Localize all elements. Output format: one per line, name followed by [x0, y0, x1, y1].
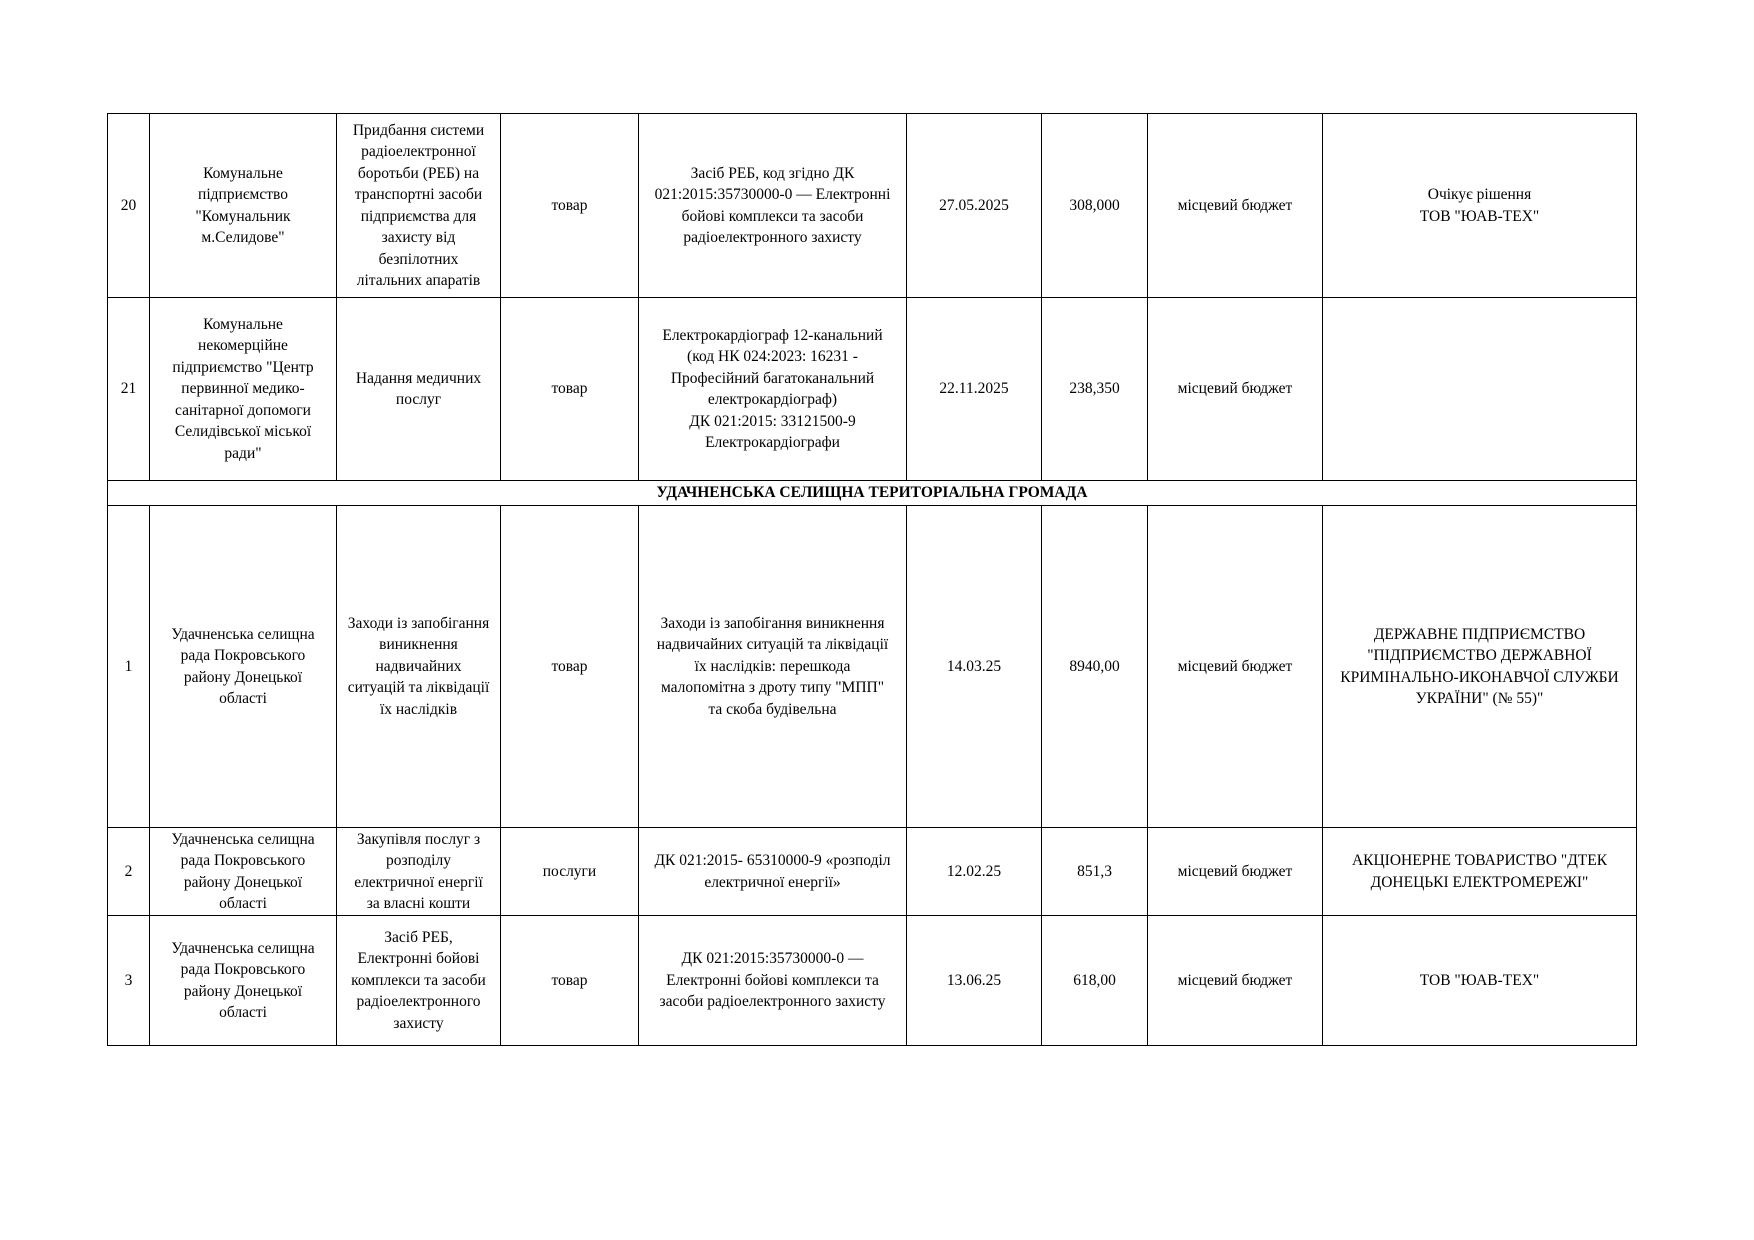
purpose-cell: Засіб РЕБ, Електронні бойові комплекси та засоби радіоелектронного захисту — [337, 916, 501, 1046]
organization-cell: Удачненська селищна рада Покровського району Донецької області — [150, 916, 337, 1046]
purpose-cell: Заходи із запобігання виникнення надвичайних ситуацій та ліквідації їх наслідків — [337, 506, 501, 828]
funding-source-cell: місцевий бюджет — [1148, 828, 1323, 916]
supplier-cell: ТОВ "ЮАВ-ТЕХ" — [1323, 916, 1637, 1046]
funding-source-cell: місцевий бюджет — [1148, 298, 1323, 481]
date-cell: 13.06.25 — [907, 916, 1042, 1046]
row-number: 20 — [108, 114, 150, 298]
section-title: УДАЧНЕНСЬКА СЕЛИЩНА ТЕРИТОРІАЛЬНА ГРОМАДА — [108, 481, 1637, 506]
purpose-cell: Надання медичних послуг — [337, 298, 501, 481]
table-row — [108, 916, 1637, 1046]
row-number: 1 — [108, 506, 150, 828]
purpose-cell: Закупівля послуг з розподілу електричної енергії за власні кошти — [337, 828, 501, 916]
funding-source-cell: місцевий бюджет — [1148, 916, 1323, 1046]
section-header-row — [108, 481, 1637, 506]
amount-cell: 8940,00 — [1042, 506, 1148, 828]
row-number: 2 — [108, 828, 150, 916]
supplier-cell: АКЦІОНЕРНЕ ТОВАРИСТВО "ДТЕК ДОНЕЦЬКІ ЕЛЕКТРОМЕРЕЖІ" — [1323, 828, 1637, 916]
subject-cell: ДК 021:2015:35730000-0 — Електронні бойові комплекси та засоби радіоелектронного захисту — [639, 916, 907, 1046]
funding-source-cell: місцевий бюджет — [1148, 114, 1323, 298]
amount-cell: 238,350 — [1042, 298, 1148, 481]
subject-cell: Електрокардіограф 12-канальний (код НК 024:2023: 16231 - Професійний багатоканальний електрокардіограф) ДК 021:2015: 33121500-9 Електрокардіографи — [639, 298, 907, 481]
organization-cell: Удачненська селищна рада Покровського району Донецької області — [150, 828, 337, 916]
amount-cell: 851,3 — [1042, 828, 1148, 916]
row-number: 3 — [108, 916, 150, 1046]
subject-cell: ДК 021:2015- 65310000-9 «розподіл електричної енергії» — [639, 828, 907, 916]
purpose-cell: Придбання системи радіоелектронної боротьби (РЕБ) на транспортні засоби підприємства для захисту від безпілотних літальних апаратів — [337, 114, 501, 298]
supplier-cell: Очікує рішення ТОВ "ЮАВ-ТЕХ" — [1323, 114, 1637, 298]
organization-cell: Комунальне некомерційне підприємство "Центр первинної медико- санітарної допомоги Селидівської міської ради" — [150, 298, 337, 481]
type-cell: товар — [501, 114, 639, 298]
organization-cell: Комунальне підприємство "Комунальник м.Селидове" — [150, 114, 337, 298]
funding-source-cell: місцевий бюджет — [1148, 506, 1323, 828]
date-cell: 22.11.2025 — [907, 298, 1042, 481]
supplier-cell: ДЕРЖАВНЕ ПІДПРИЄМСТВО "ПІДПРИЄМСТВО ДЕРЖАВНОЇ КРИМІНАЛЬНО-ИКОНАВЧОЇ СЛУЖБИ УКРАЇНИ" (№ 55)" — [1323, 506, 1637, 828]
date-cell: 27.05.2025 — [907, 114, 1042, 298]
table-row — [108, 114, 1637, 298]
amount-cell: 618,00 — [1042, 916, 1148, 1046]
subject-cell: Заходи із запобігання виникнення надвичайних ситуацій та ліквідації їх наслідків: перешкода малопомітна з дроту типу "МПП" та скоба будівельна — [639, 506, 907, 828]
type-cell: товар — [501, 506, 639, 828]
type-cell: послуги — [501, 828, 639, 916]
procurement-table — [107, 113, 1637, 1046]
table-row — [108, 506, 1637, 828]
supplier-cell — [1323, 298, 1637, 481]
subject-cell: Засіб РЕБ, код згідно ДК 021:2015:35730000-0 — Електронні бойові комплекси та засоби радіоелектронного захисту — [639, 114, 907, 298]
table-row — [108, 298, 1637, 481]
date-cell: 14.03.25 — [907, 506, 1042, 828]
type-cell: товар — [501, 916, 639, 1046]
table-row — [108, 828, 1637, 916]
organization-cell: Удачненська селищна рада Покровського району Донецької області — [150, 506, 337, 828]
row-number: 21 — [108, 298, 150, 481]
type-cell: товар — [501, 298, 639, 481]
amount-cell: 308,000 — [1042, 114, 1148, 298]
date-cell: 12.02.25 — [907, 828, 1042, 916]
